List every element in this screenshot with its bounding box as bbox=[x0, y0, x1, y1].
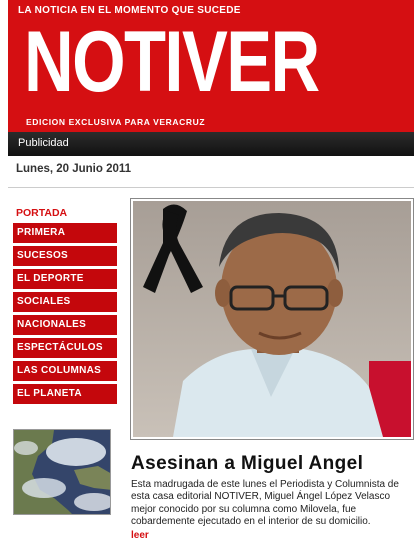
sidebar-item-deporte[interactable]: EL DEPORTE bbox=[13, 269, 117, 289]
portrait-image bbox=[133, 201, 411, 437]
main-photo bbox=[133, 201, 411, 437]
article-headline[interactable]: Asesinan a Miguel Angel bbox=[131, 453, 364, 474]
page bbox=[8, 0, 414, 538]
sidebar-item-columnas[interactable]: LAS COLUMNAS bbox=[13, 361, 117, 381]
sidebar-item-espectaculos[interactable]: ESPECTÁCULOS bbox=[13, 338, 117, 358]
sidebar-item-planeta[interactable]: EL PLANETA bbox=[13, 384, 117, 404]
main-photo-frame[interactable] bbox=[130, 198, 414, 440]
sidebar-item-nacionales[interactable]: NACIONALES bbox=[13, 315, 117, 335]
weather-map-thumbnail[interactable] bbox=[13, 429, 111, 515]
edition-text: EDICION EXCLUSIVA PARA VERACRUZ bbox=[26, 117, 206, 127]
sidebar-item-primera[interactable]: PRIMERA bbox=[13, 223, 117, 243]
site-header bbox=[8, 0, 414, 132]
sidebar-menu bbox=[13, 203, 117, 407]
site-logo[interactable]: NOTIVER bbox=[24, 14, 319, 110]
top-nav-bar bbox=[8, 132, 414, 156]
sidebar-item-sucesos[interactable]: SUCESOS bbox=[13, 246, 117, 266]
divider bbox=[8, 187, 414, 188]
nav-link-publicidad[interactable]: Publicidad bbox=[18, 137, 69, 149]
current-date: Lunes, 20 Junio 2011 bbox=[16, 163, 132, 175]
tagline: LA NOTICIA EN EL MOMENTO QUE SUCEDE bbox=[18, 5, 241, 16]
read-more-link[interactable]: leer bbox=[131, 530, 149, 538]
sidebar-item-sociales[interactable]: SOCIALES bbox=[13, 292, 117, 312]
weather-map-image bbox=[14, 430, 111, 515]
sidebar-item-portada[interactable]: PORTADA bbox=[16, 207, 68, 219]
article-summary: Esta madrugada de este lunes el Periodista y Columnista de esta casa editorial NOTIVER, Miguel Ángel López Velasco mejor conocido por su columna como Milovela, fue cobardemente ejecutado en el interior de su domicilio. bbox=[131, 479, 399, 528]
